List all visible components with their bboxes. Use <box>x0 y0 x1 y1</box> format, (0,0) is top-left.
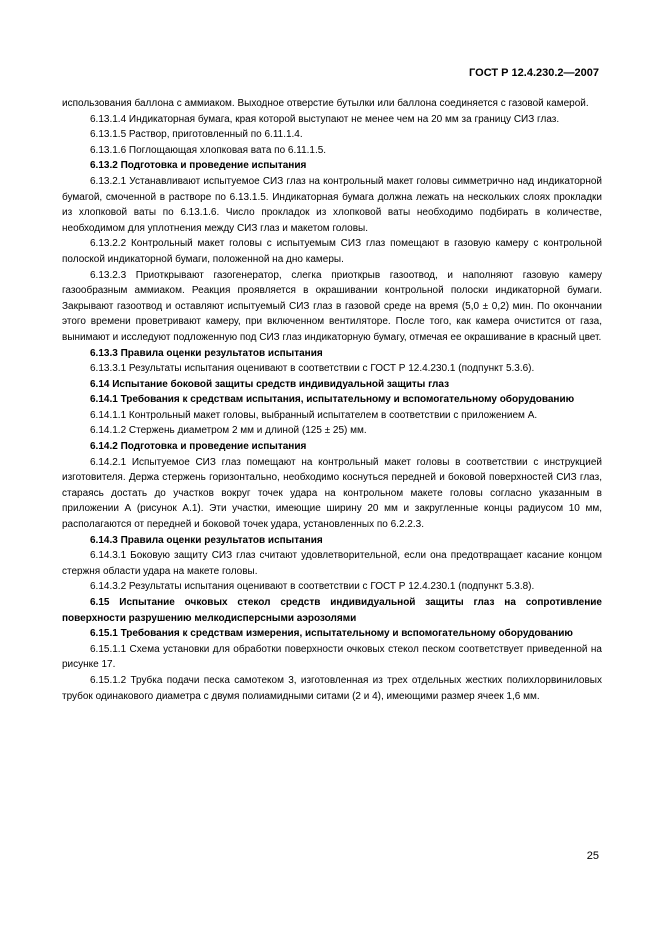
section-heading: 6.14 Испытание боковой защиты средств индивидуальной защиты глаз <box>90 378 450 390</box>
document-body <box>62 96 602 704</box>
paragraph: 6.15.1.1 Схема установки для обработки поверхности очковых стекол песком соответствует приведенной на рисунке 17. <box>62 643 602 671</box>
section-heading: 6.14.3 Правила оценки результатов испытания <box>90 534 323 546</box>
paragraph: 6.13.1.6 Поглощающая хлопковая вата по 6.11.1.5. <box>90 144 327 156</box>
paragraph: 6.13.2.3 Приоткрывают газогенератор, слегка приоткрыв газоотвод, и наполняют газовую камеру газообразным аммиаком. Реакция проявляется в окрашивании контрольной полоски индикаторной бумаги. Закрывают газоотвод и оставляют испытуемый СИЗ глаз в газовой среде на время (5,0 ± 0,2) мин. По окончании этого времени проветривают камеру, при включенном вентиляторе. После того, как камера очистится от газа, вынимают и исследуют подложенную под СИЗ глаз индикаторную бумагу, отмечая ее окрашивание в красный цвет. <box>62 269 602 343</box>
paragraph: 6.15.1.2 Трубка подачи песка самотеком 3, изготовленная из трех отдельных жестких полихлорвиниловых трубок одинакового диаметра с двумя полиамидными ситами (2 и 4), имеющими размер ячеек 1,6 мм. <box>62 674 602 702</box>
paragraph: 6.14.3.2 Результаты испытания оценивают в соответствии с ГОСТ Р 12.4.230.1 (подпункт 5.3.8). <box>90 581 535 593</box>
section-heading: 6.13.2 Подготовка и проведение испытания <box>90 160 307 172</box>
paragraph: использования баллона с аммиаком. Выходное отверстие бутылки или баллона соединяется с газовой камерой. <box>62 98 589 109</box>
paragraph: 6.14.3.1 Боковую защиту СИЗ глаз считают удовлетворительной, если она предотвращает касание концом стержня области удара на макете головы. <box>62 550 602 577</box>
paragraph: 6.13.3.1 Результаты испытания оценивают в соответствии с ГОСТ Р 12.4.230.1 (подпункт 5.3.6). <box>90 363 535 375</box>
section-heading: 6.14.1 Требования к средствам испытания, испытательному и вспомогательному оборудованию <box>90 394 575 406</box>
section-heading: 6.14.2 Подготовка и проведение испытания <box>90 441 307 453</box>
section-heading: 6.15.1 Требования к средствам измерения, испытательному и вспомогательному оборудованию <box>90 628 573 640</box>
paragraph: 6.13.2.2 Контрольный макет головы с испытуемым СИЗ глаз помещают в газовую камеру с контрольной полоской индикаторной бумаги, положенной на дно камеры. <box>62 238 602 265</box>
paragraph: 6.13.2.1 Устанавливают испытуемое СИЗ глаз на контрольный макет головы симметрично над индикаторной бумагой, смоченной в растворе по 6.13.1.5. Индикаторная бумага должна лежать на нескольких слоях прокладки из хлопковой ваты по 6.13.1.6. Число прокладок из хлопковой ваты необходимо подбирать в количестве, необходимом для уплотнения между СИЗ глаз и макетом головы. <box>62 175 602 234</box>
paragraph: 6.14.1.2 Стержень диаметром 2 мм и длиной (125 ± 25) мм. <box>90 425 367 437</box>
paragraph: 6.13.1.4 Индикаторная бумага, края которой выступают не менее чем на 20 мм за границу СИЗ глаз. <box>90 113 560 125</box>
section-heading: 6.13.3 Правила оценки результатов испытания <box>90 347 323 359</box>
document-header: ГОСТ Р 12.4.230.2—2007 <box>469 67 599 79</box>
paragraph: 6.14.1.1 Контрольный макет головы, выбранный испытателем в соответствии с приложением А. <box>90 409 538 421</box>
page-number: 25 <box>586 850 599 862</box>
paragraph: 6.13.1.5 Раствор, приготовленный по 6.11.1.4. <box>90 129 303 141</box>
section-heading: 6.15 Испытание очковых стекол средств индивидуальной защиты глаз на сопротивление поверхности разрушению мелкодисперсными аэрозолями <box>62 597 602 624</box>
paragraph: 6.14.2.1 Испытуемое СИЗ глаз помещают на контрольный макет головы в соответствии с инструкцией изготовителя. Держа стержень горизонтально, необходимо коснуться передней и боковой поверхностей СИЗ глаз, стараясь достать до участков вокруг точек удара на контрольном макете головы согласно указанным в приложении А (рисунок А.1). Эти участки, имеющие ширину 20 мм и закругленные концы радиусом 10 мм, располагаются от передней и боковой точек удара, установленных по 6.2.2.3. <box>62 456 602 531</box>
